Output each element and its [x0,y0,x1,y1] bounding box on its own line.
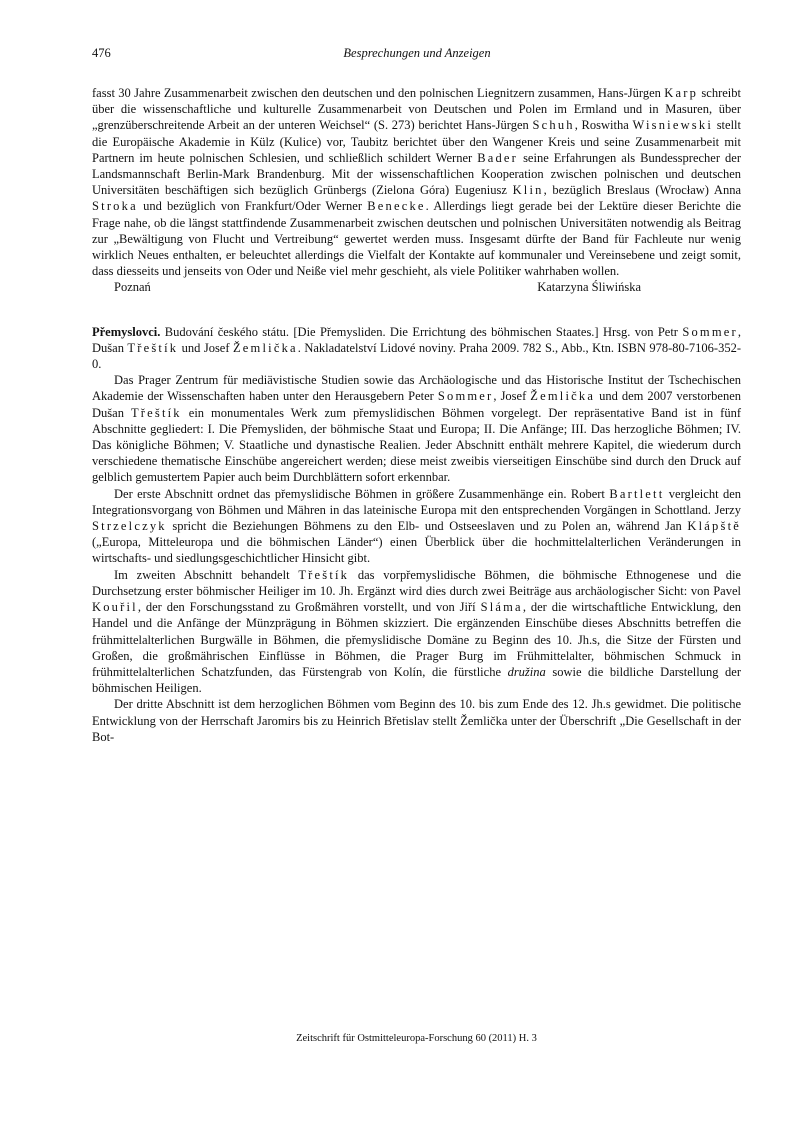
author-name: Stroka [92,199,138,214]
editor-name: Třeštík [130,405,182,420]
review2-bibliography [92,324,741,373]
text-run: sowie die bildliche Darstellung der böhmischen Heiligen. [92,664,742,696]
review1-paragraph [92,85,741,279]
text-run: ein monumentales Werk zum přemyslidischen Böhmen vorgelegt. Der repräsentative Band ist in fünf Abschnitte gegliedert: I. Die Přemysliden, der böhmische Staat und Europa; II. Die Anfänge; III. Das herzogliche Böhmen; IV. Das königliche Böhmen; V. Staatliche und dynastische Realien. Jeder Abschnitt enthält mehrere Kapitel, die wiederum durch verschiedene thematische Einschübe angereichert werden; diese meist zweibis vierseitigen Einschübe sind durch den Druck auf gelblich gemustertem Papier auch beim Durchblättern sofort erkennbar. [92,405,741,485]
text-run: seine Erfahrungen als Bundessprecher der Landsmannschaft Berlin-Mark Brandenburg. Mit der wissenschaftlichen Kooperation zwischen polnischen und deutschen Universitäten beschäftigen sich bezüglich Grünbergs (Zielona Góra) Eugeniusz [92,150,741,198]
running-head: Besprechungen und Anzeigen [343,46,491,60]
text-run: Budování českého státu. [Die Přemysliden. Die Errichtung des böhmischen Staates.] Hrsg. von Petr [160,324,683,339]
author-name: Kouřil [92,600,138,615]
review2-paragraph-1 [92,372,741,485]
author-name: Klin [512,183,544,198]
author-name: Karp [664,86,699,100]
author-name: Benecke [367,199,426,214]
author-name: Klápště [687,519,741,534]
text-run: Der erste Abschnitt ordnet das přemyslidische Böhmen in größere Zusammenhänge ein. Robert [114,486,610,501]
review-separator [92,296,741,324]
text-run: stellt die Europäische Akademie in Külz (Kulice) vor, Taubitz berichtet über den Wangener Kreis und seine Zusammenarbeit mit Partnern im heute polnischen Schlesien, und schließlich schildert Werner [92,118,741,165]
text-run: („Europa, Mitteleuropa und die böhmischen Länder“) einen Überblick über die hochmittelalterlichen Veränderungen in wirtschafts- und siedlungsgeschichtlicher Hinsicht gibt. [92,535,741,566]
review1-signature [92,279,741,295]
review2-paragraph-2 [92,486,741,567]
review2-paragraph-3 [92,567,741,697]
author-name: Wisniewski [632,118,713,133]
author-name: Sláma [480,600,523,615]
author-name: Bader [477,150,519,165]
author-name: Strzelczyk [92,519,167,534]
editor-name: Žemlička [232,340,298,355]
review2-paragraph-4: Der dritte Abschnitt ist dem herzoglichen Böhmen vom Beginn des 10. bis zum Ende des 12. Jh.s gewidmet. Die politische Entwicklung von der Herrschaft Jaromirs bis zu Heinrich Břetislav stellt Žemlička unter der Überschrift „Die Gesellschaft in der Bot- [92,697,741,744]
page-number: 476 [92,46,111,60]
reviewer-name: Katarzyna Śliwińska [537,280,641,295]
text-run: , Roswitha [574,118,633,133]
text-run: , der die wirtschaftliche Entwicklung, den Handel und die Anfänge der Münzprägung in Böhmen skizziert. Die ergänzenden Einschübe dieses Abschnitts betreffen die frühmittelalterlichen Burgwälle in Böhmen, die přemyslidische Domäne zu Beginn des 10. Jh.s, die Sitze der Fürsten und Großen, die großmährischen Einflüsse in Böhmen, die Prager Burg im Frühmittelalter, böhmischen Schmuck in frühmittelalterlichen Schatzfunden, das Fürstengrab von Kolín, die fürstliche [92,600,742,679]
text-run: Das Prager Zentrum für mediävistische Studien sowie das Archäologische und das Historische Institut der Tschechischen Akademie der Wissenschaften haben unter den Herausgebern Peter [92,373,741,404]
text-run: , Josef [493,389,531,404]
author-name: Schuh [532,118,575,133]
page-header [92,46,742,66]
text-run: , bezüglich Breslaus (Wrocław) Anna [543,183,741,198]
text-run: spricht die Beziehungen Böhmens zu den Elb- und Ostseeslaven und zu Polen an, während Jan [166,519,688,534]
reviewer-place: Poznań [114,280,151,295]
text-run: . Nakladatelství Lidové noviny. Praha 2009. 782 S., Abb., Ktn. ISBN 978-80-7106-352-0. [92,340,741,372]
italic-term: družina [507,664,546,679]
text-run: und bezüglich von Frankfurt/Oder Werner [137,199,368,214]
editor-name: Třeštík [127,340,179,355]
editor-name: Sommer [437,389,494,404]
author-name: Bartlett [609,486,665,501]
editor-name: Sommer [682,324,738,339]
book-title: Přemyslovci. [92,324,161,339]
text-run: fasst 30 Jahre Zusammenarbeit zwischen den deutschen und den polnischen Liegnitzern zusammen, Hans-Jürgen [92,86,665,100]
journal-footer: Zeitschrift für Ostmitteleuropa-Forschung 60 (2011) H. 3 [296,1033,537,1044]
text-run: schreibt über die wissenschaftliche und kulturelle Zusammenarbeit von Deutschen und Polen im Ermland und in Masuren, über „grenzüberschreitende Arbeit an der unteren Weichsel“ (S. 273) berichtet Hans-Jürgen [92,86,741,133]
text-run: und Josef [178,340,233,355]
text-run: , Dušan [92,324,741,355]
main-text [92,85,741,745]
text-run: und dem 2007 verstorbenen Dušan [92,389,741,420]
text-run: das vorpřemyslidische Böhmen, die böhmische Ethnogenese und die Durchsetzung erster böhmischer Heiliger im 10. Jh. Ergänzt wird dies durch zwei Beiträge aus archäologischer Sicht: von Pavel [92,567,741,598]
editor-name: Žemlička [530,389,596,404]
author-name: Třeštík [298,567,350,582]
text-run: Im zweiten Abschnitt behandelt [114,567,299,582]
text-run: , der den Forschungsstand zu Großmähren vorstellt, und von Jiří [137,600,481,615]
text-run: vergleicht den Integrationsvorgang von Böhmen und Mähren in das lateinische Europa mit den entsprechenden Vorgängen in Schottland. Jerzy [92,486,741,517]
text-run: . Allerdings liegt gerade bei der Lektüre dieser Berichte die Frage nahe, ob die längst stattfindende Zusammenarbeit zwischen deutschen und polnischen Universitäten notwendig als Beitrag zur „Bewältigung von Flucht und Vertreibung“ gewertet werden muss. Insgesamt dürfte der Band für Fachleute nur wenig wirklich Neues enthalten, er beleuchtet allerdings die Vielfalt der Kontakte auf kommunaler und Vereinsebene und zeigt somit, dass diesseits und jenseits von Oder und Neiße viel mehr geschieht, als viele Politiker wahrhaben wollen. [92,199,741,279]
